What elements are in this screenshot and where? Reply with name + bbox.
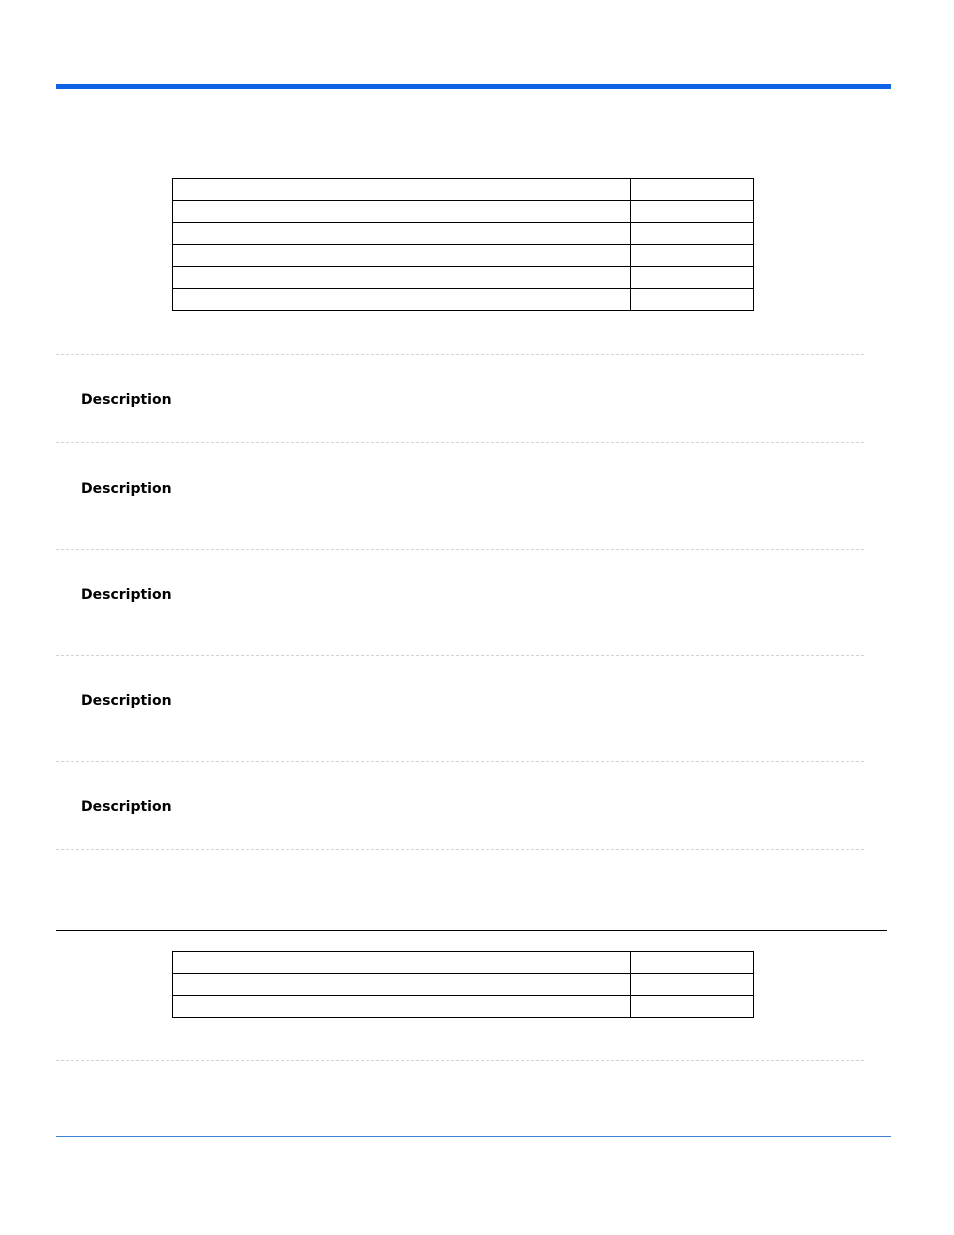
table-row	[173, 223, 754, 245]
table-cell	[631, 289, 754, 311]
section-divider	[56, 849, 864, 850]
section-divider	[56, 655, 864, 656]
table-row	[173, 179, 754, 201]
table-cell	[631, 223, 754, 245]
description-heading: Description	[81, 392, 172, 408]
table-2	[172, 951, 754, 1018]
footer-rule	[56, 1136, 891, 1137]
table-cell	[173, 952, 631, 974]
table-1	[172, 178, 754, 311]
table-row	[173, 201, 754, 223]
table-cell	[631, 245, 754, 267]
table-cell	[631, 267, 754, 289]
table-row	[173, 289, 754, 311]
table-cell	[631, 179, 754, 201]
table-cell	[631, 201, 754, 223]
table-cell	[173, 245, 631, 267]
table-cell	[173, 996, 631, 1018]
table-row	[173, 996, 754, 1018]
section-divider	[56, 442, 864, 443]
table-row	[173, 952, 754, 974]
description-heading: Description	[81, 799, 172, 815]
table-row	[173, 974, 754, 996]
table-row	[173, 245, 754, 267]
table-cell	[173, 267, 631, 289]
section-divider	[56, 354, 864, 355]
description-heading: Description	[81, 693, 172, 709]
table-row	[173, 267, 754, 289]
table-cell	[173, 179, 631, 201]
table-cell	[631, 974, 754, 996]
table-cell	[631, 996, 754, 1018]
header-accent-bar	[56, 84, 891, 89]
section-divider	[56, 549, 864, 550]
description-heading: Description	[81, 587, 172, 603]
table-cell	[173, 974, 631, 996]
table-cell	[173, 289, 631, 311]
section-divider	[56, 761, 864, 762]
table-cell	[173, 223, 631, 245]
table-cell	[173, 201, 631, 223]
description-heading: Description	[81, 481, 172, 497]
horizontal-rule	[56, 930, 887, 931]
table-cell	[631, 952, 754, 974]
section-divider	[56, 1060, 864, 1061]
